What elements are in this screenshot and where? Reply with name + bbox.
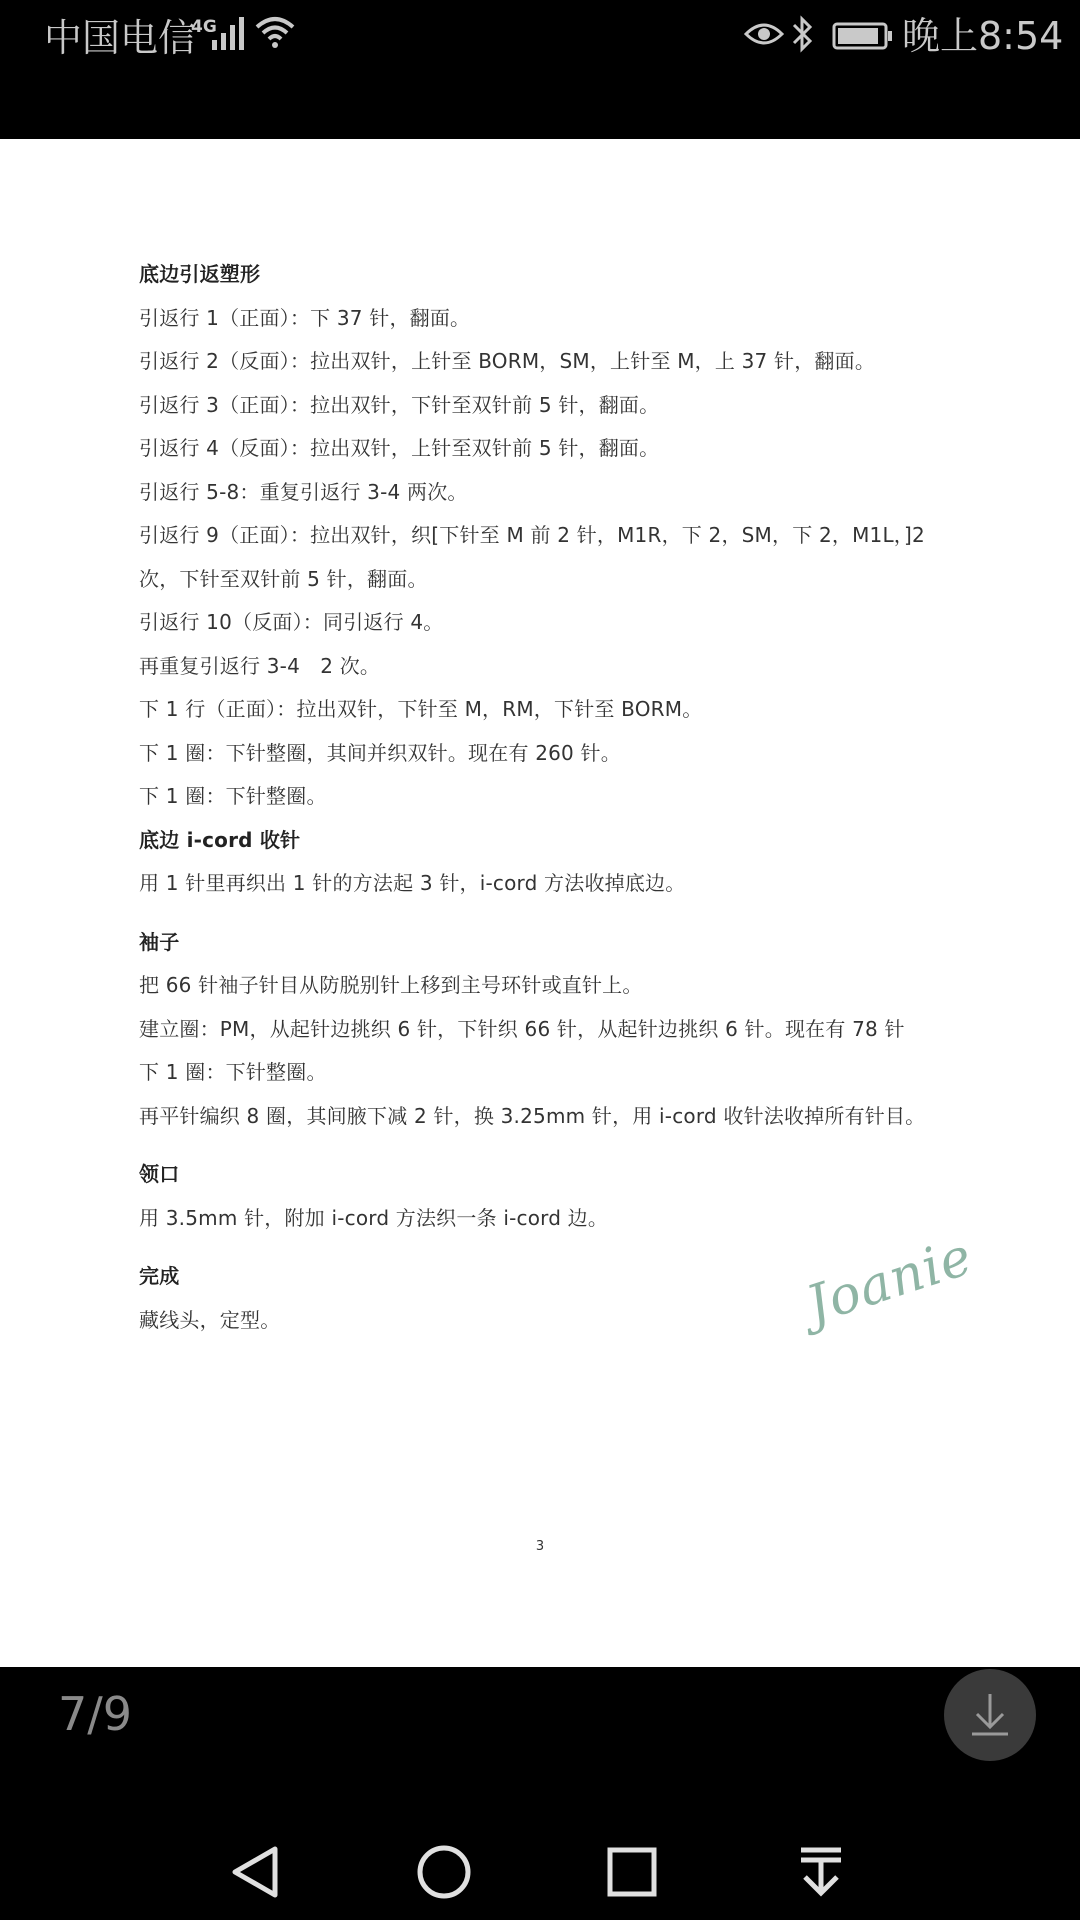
signal-icon <box>212 16 248 54</box>
download-button[interactable] <box>944 1669 1036 1761</box>
text-line: 引返行 4（反面）：拉出双针，上针至双针前 5 针，翻面。 <box>139 436 660 460</box>
home-button[interactable] <box>409 1837 479 1907</box>
section-heading: 底边引返塑形 <box>139 262 261 286</box>
text-line: 再平针编织 8 圈，其间腋下减 2 针，换 3.25mm 针，用 i-cord 收针法收掉所有针目。 <box>139 1103 926 1128</box>
text-line: 引返行 3（正面）：拉出双针，下针至双针前 5 针，翻面。 <box>139 392 660 417</box>
text-line: 下 1 行（正面）：拉出双针，下针至 M，RM，下针至 BORM。 <box>139 697 703 721</box>
section-gap <box>139 1138 999 1153</box>
text-line: 次，下针至双针前 5 针，翻面。 <box>139 566 428 591</box>
page-counter: 7/9 <box>58 1687 133 1741</box>
section-heading: 袖子 <box>139 929 180 954</box>
text-line: 下 1 圈：下针整圈。 <box>139 1060 327 1084</box>
network-type: 4G <box>191 17 217 37</box>
signature: Joanie <box>799 1226 980 1336</box>
wifi-icon <box>254 14 296 56</box>
viewer-bottom-bar <box>0 1667 1080 1920</box>
text-line: 引返行 1（正面）：下 37 针，翻面。 <box>139 305 471 330</box>
home-icon <box>416 1844 472 1900</box>
section-heading: 领口 <box>139 1162 180 1186</box>
text-line: 建立圈：PM，从起针边挑织 6 针，下针织 66 针，从起针边挑织 6 针。现在有 78 针 <box>139 1016 905 1041</box>
text-line: 再重复引返行 3-4 2 次。 <box>139 653 381 678</box>
section-heading: 完成 <box>139 1264 180 1288</box>
section-heading: 底边 i-cord 收针 <box>139 827 301 852</box>
text-line: 下 1 圈：下针整圈，其间并织双针。现在有 260 针。 <box>139 740 621 765</box>
download-icon <box>967 1690 1013 1740</box>
notification-pull-icon <box>796 1845 846 1899</box>
bluetooth-icon <box>790 14 816 58</box>
clock: 晚上8:54 <box>902 14 1064 58</box>
text-line: 引返行 5-8：重复引返行 3-4 两次。 <box>139 479 468 504</box>
section-gap <box>139 906 999 921</box>
text-line: 用 1 针里再织出 1 针的方法起 3 针，i-cord 方法收掉底边。 <box>139 871 686 895</box>
back-button[interactable] <box>220 1837 290 1907</box>
page-number: 3 <box>535 1539 545 1554</box>
recents-icon <box>606 1846 658 1898</box>
text-line: 把 66 针袖子针目从防脱别针上移到主号环针或直针上。 <box>139 973 643 997</box>
back-icon <box>229 1844 281 1900</box>
text-line: 藏线头，定型。 <box>139 1307 281 1332</box>
document-page[interactable] <box>0 139 1080 1667</box>
text-line: 下 1 圈：下针整圈。 <box>139 784 327 808</box>
text-line: 引返行 9（正面）：拉出双针，织[下针至 M 前 2 针，M1R，下 2，SM，下 2，M1L，]2 <box>139 523 925 547</box>
text-line: 用 3.5mm 针，附加 i-cord 方法织一条 i-cord 边。 <box>139 1205 609 1230</box>
notification-pull-button[interactable] <box>786 1837 856 1907</box>
eye-comfort-icon <box>744 18 784 54</box>
carrier-name: 中国电信 <box>44 16 197 60</box>
status-bar <box>0 0 1080 139</box>
battery-icon <box>832 22 894 54</box>
text-line: 引返行 2（反面）：拉出双针，上针至 BORM，SM，上针至 M，上 37 针，翻面。 <box>139 349 876 373</box>
section-gap <box>139 1240 999 1255</box>
document-text <box>139 253 999 1342</box>
text-line: 引返行 10（反面）：同引返行 4。 <box>139 610 444 634</box>
recents-button[interactable] <box>597 1837 667 1907</box>
